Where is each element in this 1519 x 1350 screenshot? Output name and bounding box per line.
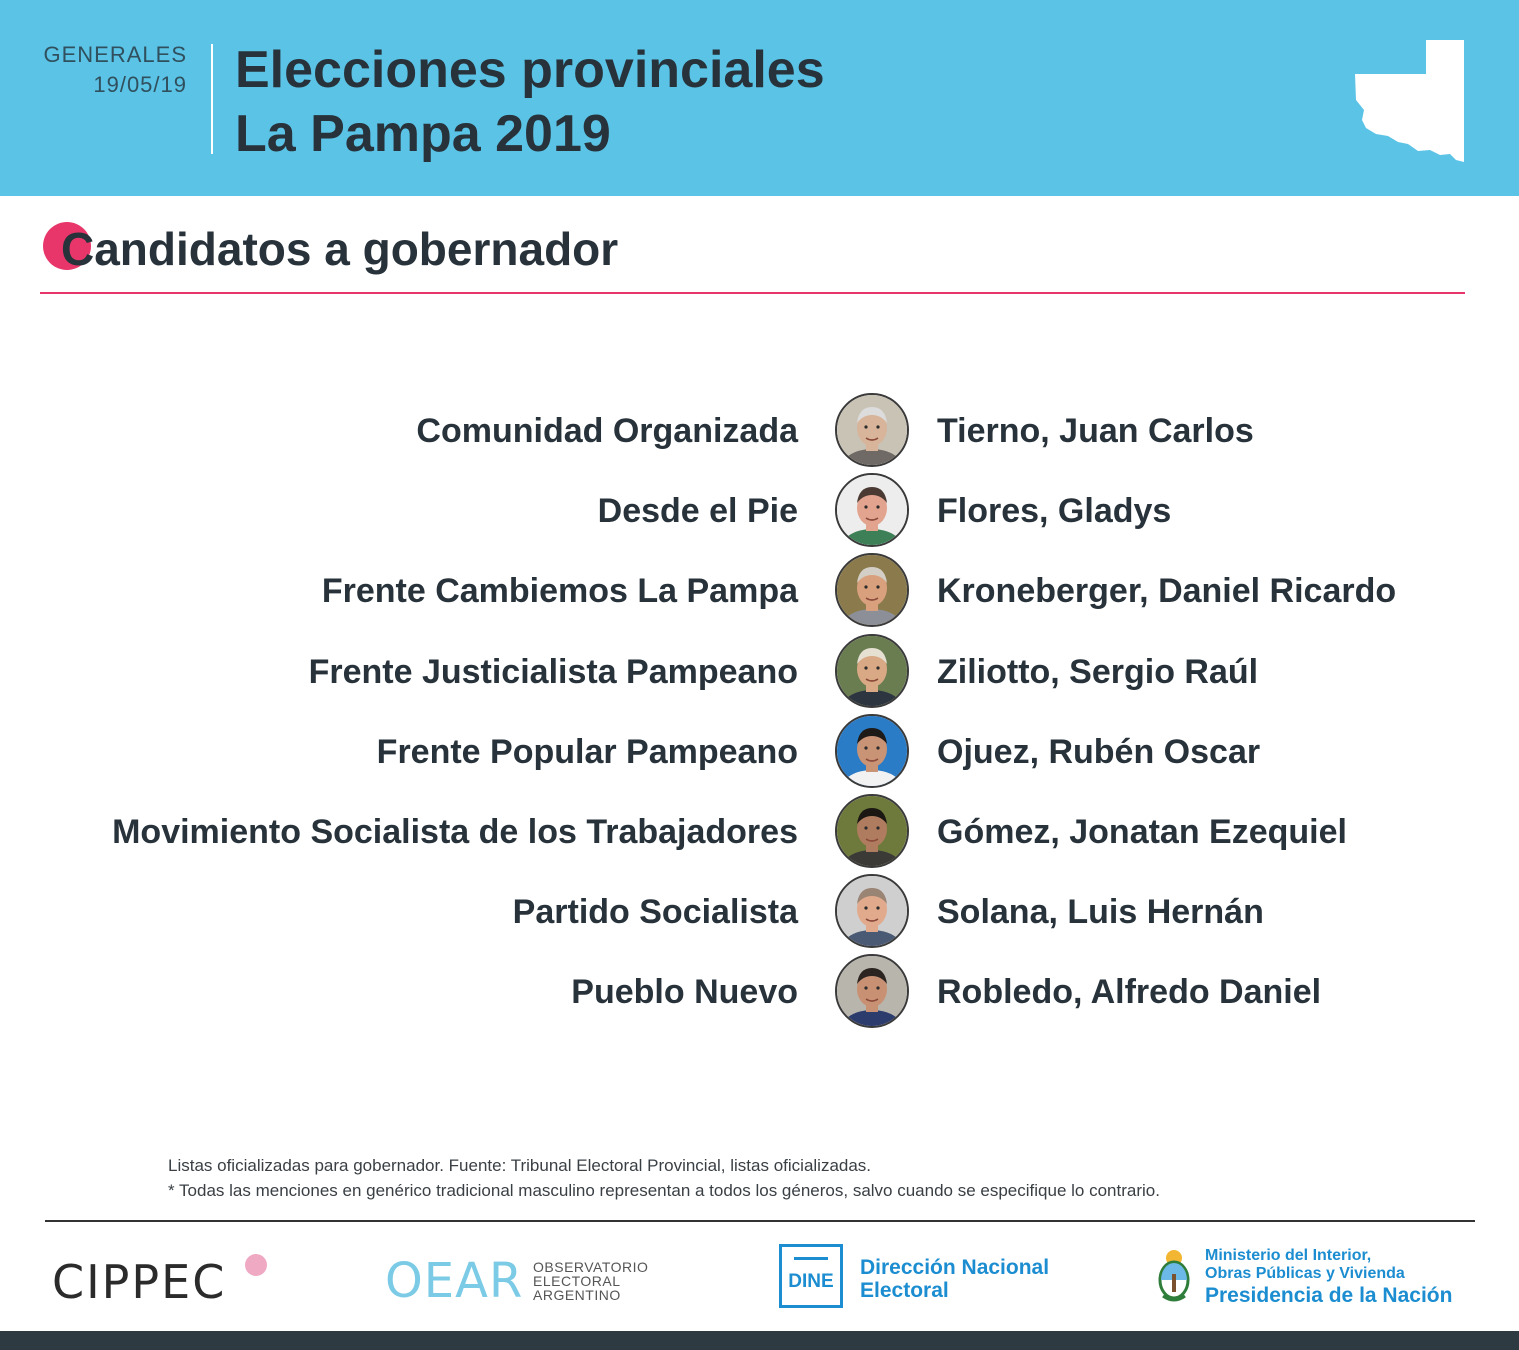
section-divider [40,292,1465,294]
bottom-bar [0,1331,1519,1350]
page-title-line-2: La Pampa 2019 [235,105,611,163]
dine-badge-text: DINE [788,1271,834,1292]
party-name: Frente Popular Pampeano [376,733,798,771]
candidate-photo [835,393,909,467]
header-divider [211,44,213,154]
coat-of-arms-icon [1155,1246,1193,1306]
header-banner [0,0,1519,196]
ministry-line-1: Ministerio del Interior, [1205,1247,1372,1264]
candidate-photo [835,714,909,788]
oear-subtitle-2: ELECTORAL [533,1273,621,1289]
candidate-name: Ziliotto, Sergio Raúl [937,653,1259,691]
candidate-name: Solana, Luis Hernán [937,893,1264,931]
party-name: Partido Socialista [512,893,798,931]
candidate-name: Kroneberger, Daniel Ricardo [937,572,1397,610]
party-name: Movimiento Socialista de los Trabajadores [112,813,798,851]
oear-logo: OEAR [385,1253,524,1309]
candidate-row [0,470,1519,550]
candidate-row [0,791,1519,871]
source-note: Listas oficializadas para gobernador. Fuente: Tribunal Electoral Provincial, listas oficializadas. [168,1156,872,1175]
candidate-name: Gómez, Jonatan Ezequiel [937,813,1347,851]
candidate-row [0,711,1519,791]
ministry-line-3: Presidencia de la Nación [1205,1284,1453,1307]
candidate-name: Robledo, Alfredo Daniel [937,973,1322,1011]
candidate-photo [835,553,909,627]
candidate-row [0,871,1519,951]
ministry-line-2: Obras Públicas y Vivienda [1205,1265,1405,1282]
party-name: Pueblo Nuevo [571,973,798,1011]
candidate-photo [835,473,909,547]
dine-logo [779,1244,843,1308]
dine-label-line-2: Electoral [860,1279,949,1302]
candidate-photo [835,954,909,1028]
dine-label-line-1: Dirección Nacional [860,1256,1050,1279]
gender-note: * Todas las menciones en genérico tradicional masculino representan a todos los géneros, salvo cuando se especifique lo contrario. [168,1181,1160,1200]
election-date: 19/05/19 [93,72,187,97]
candidate-row [0,390,1519,470]
oear-subtitle-3: ARGENTINO [533,1287,621,1303]
candidate-row [0,631,1519,711]
candidate-photo [835,794,909,868]
election-type: GENERALES [43,42,187,67]
candidate-name: Tierno, Juan Carlos [937,412,1254,450]
party-name: Frente Justicialista Pampeano [308,653,798,691]
footer-divider [45,1220,1475,1222]
oear-subtitle-1: OBSERVATORIO [533,1259,649,1275]
cippec-logo: CIPPEC [52,1255,227,1309]
candidate-photo [835,634,909,708]
cippec-badge-icon [245,1254,267,1276]
la-pampa-map-icon [1352,38,1466,164]
party-name: Desde el Pie [597,492,798,530]
section-title: Candidatos a gobernador [61,223,619,275]
candidate-row [0,951,1519,1031]
candidate-name: Ojuez, Rubén Oscar [937,733,1261,771]
candidate-row [0,550,1519,630]
party-name: Frente Cambiemos La Pampa [321,572,798,610]
party-name: Comunidad Organizada [416,412,798,450]
candidate-name: Flores, Gladys [937,492,1172,530]
page-title-line-1: Elecciones provinciales [235,41,825,99]
dine-bar-icon [794,1257,828,1260]
candidate-photo [835,874,909,948]
